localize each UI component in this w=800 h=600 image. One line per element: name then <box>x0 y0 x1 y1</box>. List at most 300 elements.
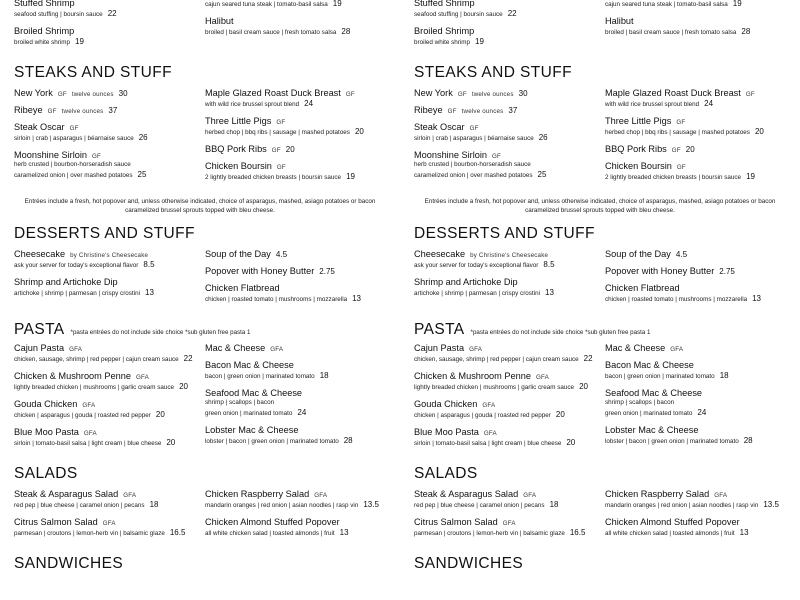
menu-item <box>414 277 595 298</box>
item-price: 25 <box>137 169 147 179</box>
section-body-desserts <box>414 249 786 311</box>
menu-item <box>605 388 786 418</box>
steaks-left-column <box>14 88 195 189</box>
item-description: mandarin oranges | red onion | asian noodles | rasp vin <box>605 502 759 510</box>
item-price: 30 <box>118 89 128 98</box>
item-price: 13.5 <box>763 500 779 510</box>
item-price: 13.5 <box>363 500 379 510</box>
item-price: 4.5 <box>675 250 688 260</box>
item-description: herb crusted | bourbon-horseradish sauce <box>14 161 131 168</box>
item-description: sirloin | tomato-basil salsa | light cream | blue cheese <box>414 440 562 448</box>
item-name: Stuffed Shrimp <box>414 0 475 8</box>
menu-item <box>605 16 786 37</box>
item-tag: GF <box>345 91 355 98</box>
item-name: Soup of the Day <box>605 249 671 260</box>
pasta-left-column <box>414 343 595 455</box>
item-description: parmesan | croutons | lemon-herb vin | balsamic glaze <box>14 530 165 538</box>
item-tag: GFA <box>69 346 83 354</box>
item-price: 16.5 <box>569 528 586 538</box>
item-description-2: caramelized onion | over mashed potatoes <box>14 171 133 179</box>
item-name: Three Little Pigs <box>605 116 672 126</box>
menu-item <box>414 150 595 180</box>
menu-item <box>414 517 595 538</box>
item-description-2: caramelized onion | over mashed potatoes <box>414 171 533 179</box>
item-name: Cajun Pasta <box>14 343 65 354</box>
item-description: chicken | asparagus | gouda | roasted red pepper <box>14 412 151 420</box>
item-name: Lobster Mac & Cheese <box>205 425 299 436</box>
section-body-salads <box>14 489 386 545</box>
item-description: red pep | blue cheese | caramel onion | pecans <box>414 502 545 510</box>
item-price: 13 <box>352 294 362 304</box>
section-body-steaks <box>414 88 786 189</box>
item-tag: GF <box>57 91 67 98</box>
item-price: 28 <box>341 27 351 36</box>
menu-item <box>605 425 786 446</box>
item-description: broiled | basil cream sauce | fresh tomato salsa <box>605 29 737 36</box>
item-description: twelve ounces <box>71 91 114 98</box>
top-right-column <box>205 0 386 54</box>
salads-right-column <box>605 489 786 545</box>
item-tag: GF <box>457 91 467 98</box>
menu-item <box>205 489 386 510</box>
item-tag: GFA <box>482 402 496 410</box>
salads-right-column <box>205 489 386 545</box>
menu-item <box>605 266 786 276</box>
section-title-desserts: DESSERTS AND STUFF <box>414 225 595 243</box>
item-name: Halibut <box>205 16 234 26</box>
item-description: seafood stuffing | boursin sauce <box>14 11 103 18</box>
item-name: Ribeye <box>14 105 43 115</box>
item-name: Mac & Cheese <box>205 343 266 354</box>
item-description: shrimp | scallops | bacon <box>205 399 275 407</box>
menu-item <box>14 88 195 98</box>
menu-panel-right <box>400 0 800 600</box>
menu-item <box>414 343 595 364</box>
item-tag: GF <box>676 164 686 171</box>
item-price: 16.5 <box>169 528 186 538</box>
item-tag: GFA <box>469 346 483 354</box>
item-price: 19 <box>332 0 342 8</box>
item-description: sirloin | crab | asparagus | béarnaise sauce <box>14 135 134 142</box>
item-tag: GFA <box>483 430 497 438</box>
section-header-pasta <box>414 321 786 339</box>
item-description: broiled white shrimp <box>414 39 470 46</box>
item-tag: GFA <box>270 346 284 354</box>
item-description: chicken, sausage, shrimp | red pepper | cajun cream sauce <box>14 356 179 364</box>
item-tag: GFA <box>523 492 537 500</box>
item-name: Chicken Boursin <box>605 161 672 171</box>
menu-item <box>605 249 786 259</box>
menu-item <box>205 144 386 154</box>
item-name: Broiled Shrimp <box>14 26 75 36</box>
top-partial-row <box>414 0 786 54</box>
menu-item <box>414 427 595 448</box>
menu-item <box>205 343 386 353</box>
item-price: 20 <box>754 127 764 136</box>
item-tag: by Christine's Cheesecake <box>470 252 549 260</box>
pasta-left-column <box>14 343 195 455</box>
menu-item <box>414 399 595 420</box>
section-title-sandwiches: SANDWICHES <box>414 555 524 573</box>
steaks-left-column <box>414 88 595 189</box>
item-name: Chicken Raspberry Salad <box>605 489 710 500</box>
item-tag: GFA <box>502 520 516 528</box>
item-name: Lobster Mac & Cheese <box>605 425 699 436</box>
menu-item <box>205 517 386 538</box>
item-description: twelve ounces <box>461 108 504 115</box>
item-tag: GFA <box>82 402 96 410</box>
menu-item <box>605 283 786 304</box>
menu-item <box>205 283 386 304</box>
item-price: 24 <box>697 408 707 418</box>
item-name: Steak & Asparagus Salad <box>14 489 119 500</box>
menu-item <box>605 360 786 381</box>
item-description: twelve ounces <box>61 108 104 115</box>
menu-item <box>205 161 386 182</box>
item-name: Cheesecake <box>14 249 66 260</box>
item-description: ask your server for today's exceptional flavor <box>14 262 139 270</box>
item-description: bacon | green onion | marinated tomato <box>205 373 315 381</box>
item-tag: GFA <box>670 346 684 354</box>
item-description: with wild rice brussel sprout blend <box>605 101 700 108</box>
section-title-desserts: DESSERTS AND STUFF <box>14 225 195 243</box>
top-partial-row <box>14 0 386 54</box>
item-tag: GF <box>271 147 281 154</box>
item-name: Chicken Almond Stuffed Popover <box>605 517 740 528</box>
item-price: 13 <box>739 528 749 538</box>
item-price: 19 <box>746 172 755 181</box>
item-name: Cajun Pasta <box>414 343 465 354</box>
item-price: 37 <box>108 106 118 115</box>
menu-item <box>414 249 595 270</box>
item-tag: GF <box>447 108 457 115</box>
menu-item <box>205 16 386 37</box>
salads-left-column <box>414 489 595 545</box>
pasta-right-column <box>205 343 386 455</box>
item-description: lobster | bacon | green onion | marinated tomato <box>205 438 339 446</box>
item-description: lobster | bacon | green onion | marinated tomato <box>605 438 739 446</box>
item-description: 2 lightly breaded chicken breasts | boursin sauce <box>605 174 742 181</box>
item-name: BBQ Pork Ribs <box>605 144 667 154</box>
item-tag: GF <box>745 91 755 98</box>
item-name: Steak Oscar <box>14 122 65 132</box>
item-price: 30 <box>518 89 528 98</box>
menu-item <box>14 517 195 538</box>
item-description: seafood stuffing | boursin sauce <box>414 11 503 18</box>
desserts-right-column <box>605 249 786 311</box>
section-header-pasta <box>14 321 386 339</box>
item-name: Chicken & Mushroom Penne <box>14 371 131 382</box>
item-name: Halibut <box>605 16 634 26</box>
item-description: herbed chop | bbq ribs | sausage | mashed potatoes <box>205 129 350 136</box>
item-name: Stuffed Shrimp <box>14 0 75 8</box>
item-name: Blue Moo Pasta <box>414 427 479 438</box>
item-name: Chicken Raspberry Salad <box>205 489 310 500</box>
section-title-sandwiches: SANDWICHES <box>14 555 124 573</box>
item-description: mandarin oranges | red onion | asian noodles | rasp vin <box>205 502 359 510</box>
item-tag: GF <box>47 108 57 115</box>
item-price: 22 <box>507 9 517 18</box>
item-price: 20 <box>555 410 565 420</box>
item-price: 8.5 <box>143 260 155 270</box>
item-name: Seafood Mac & Cheese <box>605 388 703 399</box>
entree-footnote: Entrées include a fresh, hot popover and, unless otherwise indicated, choice of asparagus, mashed, asiago potatoes or bacon caramelized brussel sprouts topped with bleu cheese. <box>424 198 776 215</box>
steaks-right-column <box>205 88 386 189</box>
item-description: ask your server for today's exceptional flavor <box>414 262 539 270</box>
item-description: sirloin | crab | asparagus | béarnaise sauce <box>414 135 534 142</box>
item-name: Citrus Salmon Salad <box>14 517 98 528</box>
item-price: 19 <box>475 37 484 46</box>
item-price: 20 <box>566 438 576 448</box>
menu-item <box>14 249 195 270</box>
menu-item <box>205 0 386 9</box>
item-description-2: green onion | marinated tomato <box>605 410 693 418</box>
item-name: Gouda Chicken <box>414 399 478 410</box>
item-price: 20 <box>685 145 695 154</box>
item-description: herbed chop | bbq ribs | sausage | mashed potatoes <box>605 129 750 136</box>
item-description: broiled | basil cream sauce | fresh tomato salsa <box>205 29 337 36</box>
item-description: with wild rice brussel sprout blend <box>205 101 300 108</box>
item-description: all white chicken salad | toasted almonds | fruit <box>605 530 735 538</box>
menu-item <box>205 425 386 446</box>
item-price: 22 <box>183 354 193 364</box>
item-name: Chicken & Mushroom Penne <box>414 371 531 382</box>
item-tag: GF <box>276 164 286 171</box>
section-title-salads: SALADS <box>414 465 478 483</box>
item-tag: GF <box>676 119 686 126</box>
item-description: lightly breaded chicken | mushrooms | garlic cream sauce <box>414 384 575 392</box>
item-name: Chicken Flatbread <box>605 283 680 294</box>
item-price: 18 <box>549 500 559 510</box>
item-name: Three Little Pigs <box>205 116 272 126</box>
item-name: Chicken Flatbread <box>205 283 280 294</box>
item-tag: GFA <box>102 520 116 528</box>
item-price: 28 <box>743 436 753 446</box>
item-price: 26 <box>138 133 148 142</box>
item-name: BBQ Pork Ribs <box>205 144 267 154</box>
desserts-right-column <box>205 249 386 311</box>
top-left-column <box>414 0 595 54</box>
item-name: Popover with Honey Butter <box>605 266 715 277</box>
menu-item <box>414 105 595 115</box>
item-price: 19 <box>346 172 355 181</box>
item-price: 20 <box>179 382 188 392</box>
menu-item <box>605 517 786 538</box>
item-name: Chicken Boursin <box>205 161 272 171</box>
section-title-steaks: STEAKS AND STUFF <box>14 64 172 81</box>
item-tag: GF <box>69 125 79 132</box>
item-name: Cheesecake <box>414 249 466 260</box>
item-description: shrimp | scallops | bacon <box>605 399 675 407</box>
item-tag: GFA <box>123 492 137 500</box>
menu-item <box>14 105 195 115</box>
item-price: 8.5 <box>543 260 555 270</box>
steaks-right-column <box>605 88 786 189</box>
item-tag: GFA <box>135 374 149 382</box>
item-tag: GF <box>92 153 102 160</box>
menu-item <box>414 88 595 98</box>
item-name: Gouda Chicken <box>14 399 78 410</box>
item-price: 24 <box>304 99 314 108</box>
menu-item <box>605 343 786 353</box>
menu-item <box>605 88 786 109</box>
menu-item <box>414 26 595 47</box>
item-name: Steak Oscar <box>414 122 465 132</box>
item-description: bacon | green onion | marinated tomato <box>605 373 715 381</box>
pasta-right-column <box>605 343 786 455</box>
item-description: lightly breaded chicken | mushrooms | garlic cream sauce <box>14 384 175 392</box>
menu-item <box>605 489 786 510</box>
item-price: 20 <box>285 145 295 154</box>
menu-item <box>605 0 786 9</box>
item-description: all white chicken salad | toasted almonds | fruit <box>205 530 335 538</box>
item-price: 20 <box>354 127 364 136</box>
menu-item <box>14 150 195 180</box>
menu-item <box>205 88 386 109</box>
menu-item <box>205 116 386 137</box>
item-price: 20 <box>155 410 165 420</box>
item-name: Blue Moo Pasta <box>14 427 79 438</box>
item-price: 19 <box>732 0 742 8</box>
item-tag: GFA <box>314 492 328 500</box>
menu-item <box>14 427 195 448</box>
item-name: Bacon Mac & Cheese <box>205 360 294 371</box>
item-price: 13 <box>339 528 349 538</box>
item-name: New York <box>414 88 453 98</box>
item-description: broiled white shrimp <box>14 39 70 46</box>
item-price: 13 <box>145 288 154 298</box>
menu-item <box>14 343 195 364</box>
menu-item <box>605 144 786 154</box>
item-description: red pep | blue cheese | caramel onion | pecans <box>14 502 145 510</box>
item-price: 20 <box>166 438 176 448</box>
item-description: herb crusted | bourbon-horseradish sauce <box>414 161 531 168</box>
item-name: Shrimp and Artichoke Dip <box>414 277 518 288</box>
item-price: 2.75 <box>319 267 335 277</box>
menu-item <box>205 388 386 418</box>
item-name: Popover with Honey Butter <box>205 266 315 277</box>
item-description: twelve ounces <box>471 91 514 98</box>
menu-item <box>14 0 195 19</box>
menu-item <box>414 489 595 510</box>
item-price: 18 <box>149 500 159 510</box>
item-name: Seafood Mac & Cheese <box>205 388 303 399</box>
item-price: 4.5 <box>275 250 288 260</box>
top-left-column <box>14 0 195 54</box>
section-title-salads: SALADS <box>14 465 78 483</box>
menu-item <box>605 161 786 182</box>
item-tag: by Christine's Cheesecake <box>70 252 149 260</box>
item-price: 18 <box>319 371 329 381</box>
item-name: Maple Glazed Roast Duck Breast <box>605 88 741 98</box>
menu-item <box>205 360 386 381</box>
item-name: Ribeye <box>414 105 443 115</box>
section-body-pasta <box>14 343 386 455</box>
entree-footnote: Entrées include a fresh, hot popover and, unless otherwise indicated, choice of asparagus, mashed, asiago potatoes or bacon caramelized brussel sprouts topped with bleu cheese. <box>24 198 376 215</box>
section-title-pasta: PASTA <box>14 321 65 339</box>
item-description: cajun seared tuna steak | tomato-basil salsa <box>605 1 728 8</box>
menu-item <box>205 266 386 276</box>
item-description: chicken, sausage, shrimp | red pepper | cajun cream sauce <box>414 356 579 364</box>
item-price: 19 <box>75 37 84 46</box>
menu-item <box>605 116 786 137</box>
item-name: Citrus Salmon Salad <box>414 517 498 528</box>
menu-item <box>14 277 195 298</box>
section-body-desserts <box>14 249 386 311</box>
item-description: chicken | roasted tomato | mushrooms | mozzarella <box>205 296 348 304</box>
item-name: Shrimp and Artichoke Dip <box>14 277 118 288</box>
menu-item <box>414 0 595 19</box>
item-price: 24 <box>704 99 714 108</box>
desserts-left-column <box>14 249 195 311</box>
item-name: Moonshine Sirloin <box>414 150 488 160</box>
item-tag: GF <box>671 147 681 154</box>
salads-left-column <box>14 489 195 545</box>
item-name: Maple Glazed Roast Duck Breast <box>205 88 341 98</box>
item-description: artichoke | shrimp | parmesan | crispy crostini <box>414 290 540 298</box>
item-price: 26 <box>538 133 548 142</box>
item-tag: GF <box>276 119 286 126</box>
item-price: 25 <box>537 169 547 179</box>
menu-item <box>414 122 595 143</box>
item-name: Chicken Almond Stuffed Popover <box>205 517 340 528</box>
item-price: 28 <box>741 27 751 36</box>
item-price: 37 <box>508 106 518 115</box>
item-tag: GF <box>492 153 502 160</box>
item-description: chicken | asparagus | gouda | roasted red pepper <box>414 412 551 420</box>
item-price: 18 <box>719 371 729 381</box>
item-name: Bacon Mac & Cheese <box>605 360 694 371</box>
item-price: 2.75 <box>719 267 735 277</box>
section-body-steaks <box>14 88 386 189</box>
item-description: 2 lightly breaded chicken breasts | boursin sauce <box>205 174 342 181</box>
item-price: 13 <box>545 288 554 298</box>
menu-item <box>414 371 595 392</box>
item-price: 28 <box>343 436 353 446</box>
item-name: Soup of the Day <box>205 249 271 260</box>
item-price: 22 <box>583 354 593 364</box>
menu-item <box>14 489 195 510</box>
item-price: 22 <box>107 9 117 18</box>
item-price: 13 <box>752 294 762 304</box>
item-description: chicken | roasted tomato | mushrooms | mozzarella <box>605 296 748 304</box>
item-price: 24 <box>297 408 307 418</box>
item-name: Moonshine Sirloin <box>14 150 88 160</box>
item-description: cajun seared tuna steak | tomato-basil salsa <box>205 1 328 8</box>
section-title-steaks: STEAKS AND STUFF <box>414 64 572 81</box>
menu-item <box>14 371 195 392</box>
section-note-pasta: *pasta entrées do not include side choice *sub gluten free pasta 1 <box>470 329 651 337</box>
item-tag: GFA <box>714 492 728 500</box>
item-name: Broiled Shrimp <box>414 26 475 36</box>
menu-item <box>14 399 195 420</box>
menu-item <box>14 122 195 143</box>
section-title-pasta: PASTA <box>414 321 465 339</box>
top-right-column <box>605 0 786 54</box>
item-name: New York <box>14 88 53 98</box>
item-name: Mac & Cheese <box>605 343 666 354</box>
item-tag: GF <box>469 125 479 132</box>
item-description-2: green onion | marinated tomato <box>205 410 293 418</box>
section-body-pasta <box>414 343 786 455</box>
section-note-pasta: *pasta entrées do not include side choice *sub gluten free pasta 1 <box>70 329 251 337</box>
item-tag: GFA <box>535 374 549 382</box>
section-body-salads <box>414 489 786 545</box>
desserts-left-column <box>414 249 595 311</box>
item-tag: GFA <box>83 430 97 438</box>
item-description: sirloin | tomato-basil salsa | light cream | blue cheese <box>14 440 162 448</box>
item-description: parmesan | croutons | lemon-herb vin | balsamic glaze <box>414 530 565 538</box>
